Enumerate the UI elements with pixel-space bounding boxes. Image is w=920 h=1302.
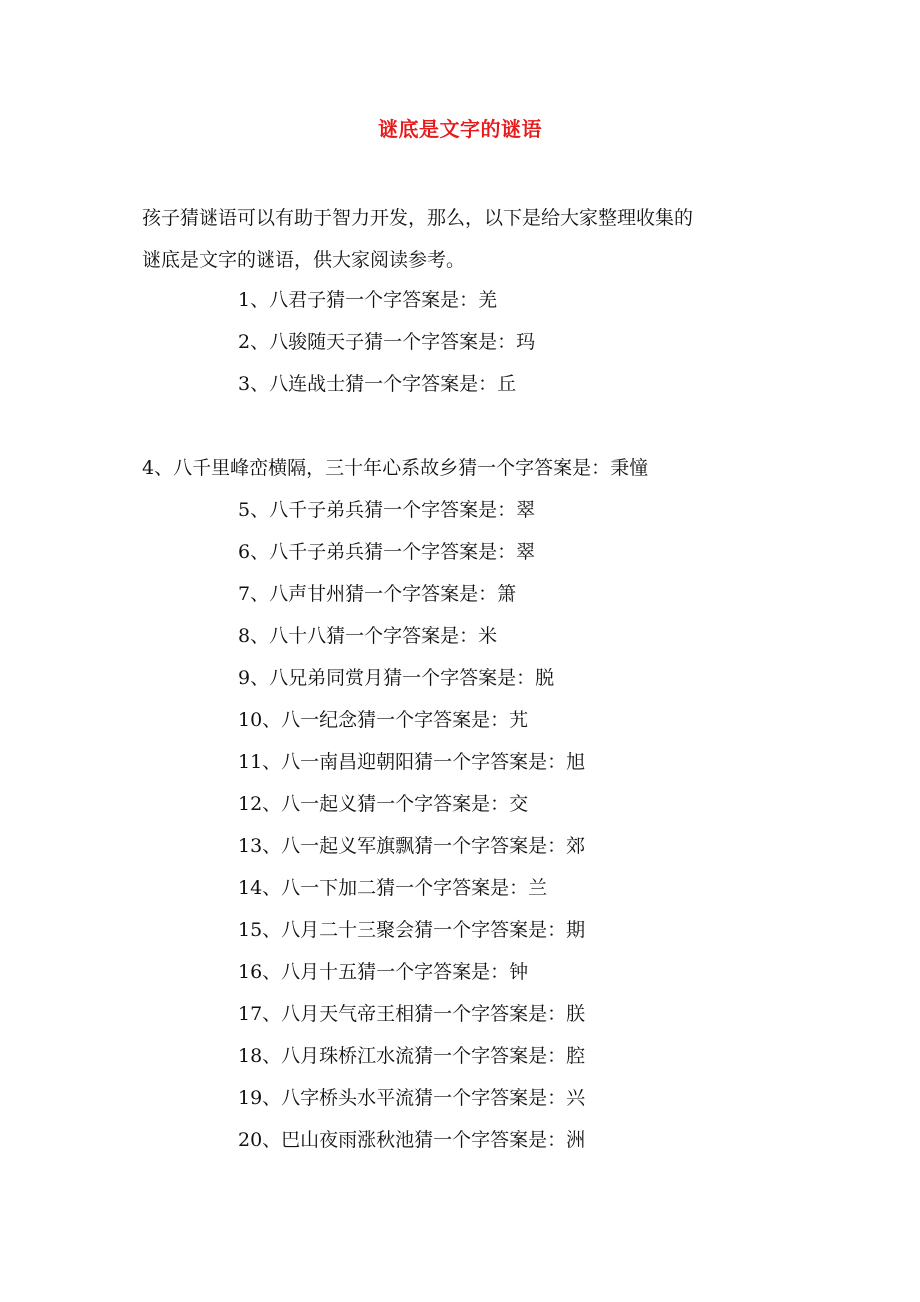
riddle-item: 18、八月珠桥江水流猜一个字答案是：腔 <box>238 1045 586 1067</box>
riddle-item: 20、巴山夜雨涨秋池猜一个字答案是：洲 <box>238 1129 586 1151</box>
riddle-item: 10、八一纪念猜一个字答案是：艽 <box>238 709 529 731</box>
riddle-item: 19、八字桥头水平流猜一个字答案是：兴 <box>238 1087 586 1109</box>
riddle-item: 9、八兄弟同赏月猜一个字答案是：脱 <box>238 667 555 689</box>
intro-line: 谜底是文字的谜语，供大家阅读参考。 <box>142 248 466 271</box>
riddle-item: 7、八声甘州猜一个字答案是：箫 <box>238 583 517 605</box>
document-title: 谜底是文字的谜语 <box>378 117 542 141</box>
intro-line: 孩子猜谜语可以有助于智力开发，那么，以下是给大家整理收集的 <box>142 207 694 229</box>
riddle-item: 6、八千子弟兵猜一个字答案是：翠 <box>238 541 536 563</box>
riddle-item: 11、八一南昌迎朝阳猜一个字答案是：旭 <box>238 751 586 773</box>
riddle-item: 12、八一起义猜一个字答案是：交 <box>238 793 529 815</box>
riddle-item: 13、八一起义军旗飘猜一个字答案是：郊 <box>238 835 586 857</box>
riddle-item: 5、八千子弟兵猜一个字答案是：翠 <box>238 499 536 521</box>
riddle-item: 16、八月十五猜一个字答案是：钟 <box>238 961 529 983</box>
riddle-item: 2、八骏随天子猜一个字答案是：玛 <box>238 331 536 353</box>
riddle-item: 14、八一下加二猜一个字答案是：兰 <box>238 877 548 899</box>
riddle-item: 4、八千里峰峦横隔，三十年心系故乡猜一个字答案是：秉憧 <box>142 457 649 479</box>
riddle-item: 3、八连战士猜一个字答案是：丘 <box>238 373 517 395</box>
intro-paragraph <box>142 198 782 281</box>
riddle-item: 17、八月天气帝王相猜一个字答案是：朕 <box>238 1003 586 1025</box>
riddle-item: 1、八君子猜一个字答案是：羌 <box>238 289 498 311</box>
riddle-item: 8、八十八猜一个字答案是：米 <box>238 625 498 647</box>
riddle-item: 15、八月二十三聚会猜一个字答案是：期 <box>238 919 586 941</box>
